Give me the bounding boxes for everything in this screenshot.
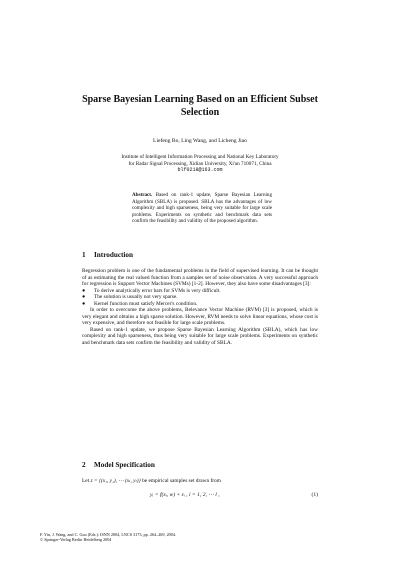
model-text: Let z = {(x₁, y₁), ⋯ (xₗ, yₗ)} be empirical samples set drawn from [82, 478, 221, 484]
introduction-body [82, 268, 318, 347]
equation-formula: yᵢ = f(xᵢ, w) + εᵢ , i = 1, 2, ⋯ l , [150, 492, 220, 498]
list-item: ● To derive analytically error bars for SVMs is very difficult. [82, 287, 221, 294]
intro-paragraph-3: Based on rank-1 update, we propose Sparse Bayesian Learning Algorithm (SBLA), which has low complexity and high sparseness, thus being very suitable for large scale problems. Experiments on synthetic and benchmark data sets confirm the feasibility and validity of SBLA. [82, 326, 318, 347]
authors: Liefeng Bo, Ling Wang, and Licheng Jiao [153, 138, 247, 144]
section-heading-model-specification [82, 461, 155, 469]
intro-paragraph-2: In order to overcome the above problems, Relevance Vector Machine (RVM) [3] is proposed, which is very elegant and obtains a high sparse solution. However, RVM needs to solve linear equations, whose cost is very expensive, and therefore not feasible for large scale problems. [82, 307, 318, 327]
title-line-2: Selection [180, 106, 220, 118]
bullet-icon: ● [82, 287, 86, 294]
affiliation-line-2: for Radar Signal Processing, Xidian University, Xi'an 710071, China [128, 160, 272, 167]
footer-copyright: © Springer-Verlag Berlin Heidelberg 2004 [40, 537, 112, 543]
equation-number: (1) [311, 492, 318, 498]
intro-paragraph-1: Regression problem is one of the fundamental problems in the field of supervised learning. It can be thought of as estimating the real valued function from a samples set of noise observation. A very successful approach for regression is Support Vector Machines (SVMs) [1-2]. However, they also have some disadvantages [3]: [82, 268, 318, 288]
list-item: ● Kernel function must satisfy Mercer's condition. [82, 300, 198, 307]
equation-1 [150, 492, 318, 498]
disadvantage-list [82, 288, 318, 308]
section-title: Introduction [94, 251, 134, 259]
footer-citation: F. Yin, J. Wang, and C. Guo (Eds.): ISNN 2004, LNCS 3173, pp. 264–269, 2004. [40, 532, 177, 537]
author-email: blf0218@163.com [177, 167, 223, 174]
footer [40, 532, 300, 543]
section-number: 1 [82, 251, 86, 259]
sample-set-formula: z = {(x₁, y₁), ⋯ (xₗ, yₗ)} [90, 478, 141, 484]
list-item: ● The solution is usually not very sparse. [82, 294, 178, 301]
bullet-icon: ● [82, 300, 86, 307]
abstract-label: Abstract. [132, 192, 153, 198]
section-title: Model Specification [94, 461, 155, 469]
title-line-1: Sparse Bayesian Learning Based on an Efficient Subset [82, 94, 318, 105]
section-heading-introduction [82, 251, 133, 259]
abstract [132, 192, 272, 225]
bullet-icon: ● [82, 294, 86, 301]
affiliation-line-1: Institute of Intelligent Information Processing and National Key Laboratory [121, 154, 279, 160]
affiliation [90, 154, 310, 174]
paper-title [70, 94, 330, 119]
section-number: 2 [82, 461, 86, 469]
abstract-text: Based on rank-1 update, Sparse Bayesian Learning Algorithm (SBLA) is proposed. SBLA has the advantages of low complexity and high sparseness, being very suitable for large scale problems. Experiments on synthetic and benchmark data sets confirm the feasibility and validity of the proposed algorithm. [132, 192, 272, 224]
